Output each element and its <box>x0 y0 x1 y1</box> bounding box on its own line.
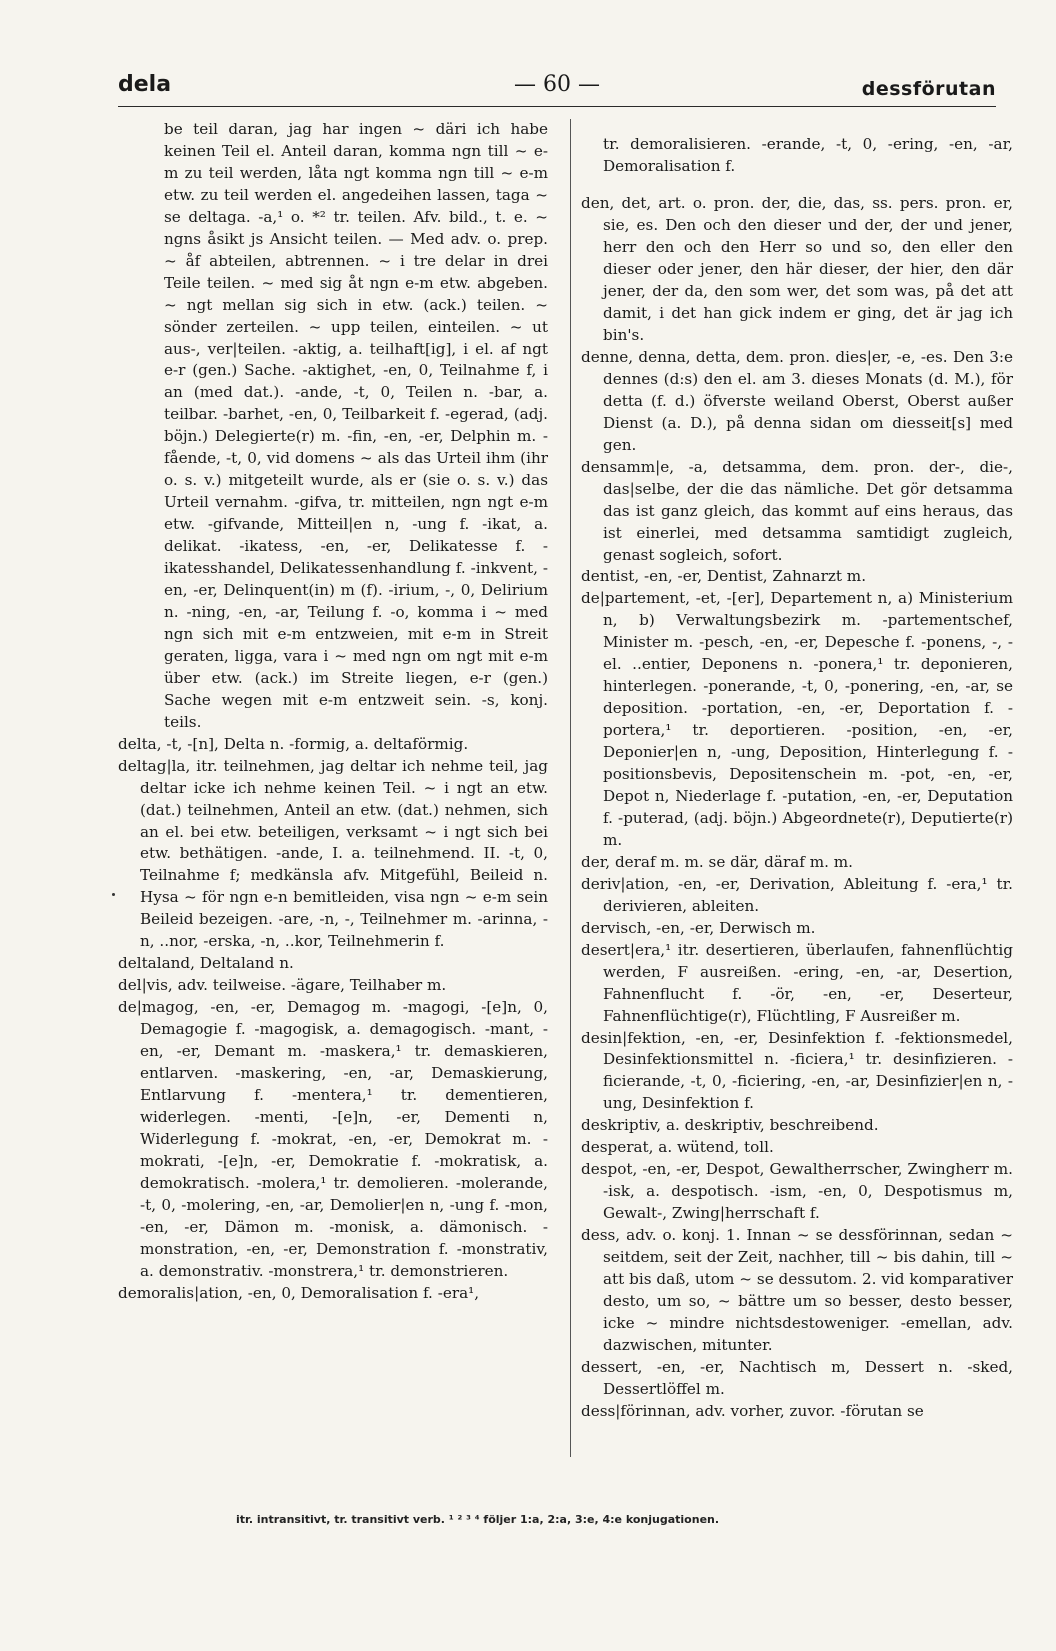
header-right-guide-word: dessförutan <box>861 78 996 100</box>
dictionary-entry: dessert, -en, -er, Nachtisch m, Dessert n. -sked, Dessertlöffel m. <box>581 1357 1013 1398</box>
dictionary-entry: desin|fektion, -en, -er, Desinfektion f. -fektionsmedel, Desinfektionsmittel n. -ficiera,¹ tr. desinfizieren. -ficierande, -t, 0, -ficiering, -en, -ar, Desinfizier|en n, -ung, Desinfektion f. <box>581 1028 1013 1113</box>
dictionary-entry: delta, -t, -[n], Delta n. -formig, a. deltaförmig. <box>118 734 469 753</box>
left-column <box>118 119 548 1304</box>
dictionary-entry: desperat, a. wütend, toll. <box>581 1138 774 1157</box>
dictionary-entry: desert|era,¹ itr. desertieren, überlaufen, fahnenflüchtig werden, F ausreißen. -ering, -en, -ar, Desertion, Fahnenflucht f. -ör, -en, -er, Deserteur, Fahnenflüchtige(r), Flüchtling, F Ausreißer m. <box>581 940 1013 1025</box>
dictionary-entry-continued: tr. demoralisieren. -erande, -t, 0, -ering, -en, -ar, Demoralisation f. <box>603 135 1013 176</box>
dictionary-entry: denne, denna, detta, dem. pron. dies|er, -e, -es. Den 3:e dennes (d:s) den el. am 3. dieses Monats (d. M.), för detta (f. d.) öfverste weiland Oberst, Oberst außer Dienst (a. D.), på denna sidan om diesseit[s] med gen. <box>581 347 1013 454</box>
dictionary-entry: dervisch, -en, -er, Derwisch m. <box>581 918 816 937</box>
dictionary-entry: despot, -en, -er, Despot, Gewaltherrscher, Zwingherr m. -isk, a. despotisch. -ism, -en, 0, Despotismus m, Gewalt-, Zwing|herrschaft f. <box>581 1160 1013 1223</box>
header-left-guide-word: dela <box>118 72 172 97</box>
dictionary-entry: deskriptiv, a. deskriptiv, beschreibend. <box>581 1116 879 1135</box>
dictionary-entry: dentist, -en, -er, Dentist, Zahnarzt m. <box>581 567 867 586</box>
dictionary-entry: deriv|ation, -en, -er, Derivation, Ableitung f. -era,¹ tr. derivieren, ableiten. <box>581 874 1013 915</box>
page-number: — 60 — <box>514 72 600 97</box>
dictionary-entry: de|partement, -et, -[er], Departement n, a) Ministerium n, b) Verwaltungsbezirk m. -partementschef, Minister m. -pesch, -en, -er, Depesche f. -ponens, -, - el. ..entier, Deponens n. -ponera,¹ tr. deponieren, hinterlegen. -ponerande, -t, 0, -ponering, -en, -ar, se deposition. -portation, -en, -er, Deportation f. -portera,¹ tr. deportieren. -position, -en, -er, Deponier|en n, -ung, Deposition, Hinterlegung f. -positionsbevis, Depositenschein m. -pot, -en, -er, Depot n, Niederlage f. -putation, -en, -er, Deputation f. -puterad, (adj. böjn.) Abgeordnete(r), Deputierte(r) m. <box>581 589 1013 849</box>
print-speck <box>112 893 115 896</box>
dictionary-entry: demoralis|ation, -en, 0, Demoralisation f. -era¹, <box>118 1283 480 1302</box>
dictionary-entry: deltaland, Deltaland n. <box>118 954 294 973</box>
dictionary-entry: dess, adv. o. konj. 1. Innan ~ se dessförinnan, sedan ~ seitdem, seit der Zeit, nachher, till ~ bis dahin, till ~ att bis daß, utom ~ se dessutom. 2. vid komparativer desto, um so, ~ bättre um so besser, desto besser, icke ~ mindre nichtsdestoweniger. -emellan, adv. dazwischen, mitunter. <box>581 1226 1013 1354</box>
dictionary-entry: be teil daran, jag har ingen ~ däri ich habe keinen Teil el. Anteil daran, komma ngn till ~ e-m zu teil werden, låta ngt komma ngn till ~ e-m etw. zu teil werden el. angedeihen lassen, taga ~ se deltaga. -a,¹ o. *² tr. teilen. Afv. bild., t. e. ~ ngns åsikt js Ansicht teilen. — Med adv. o. prep. ~ åf abteilen, abtrennen. ~ i tre delar in drei Teile teilen. ~ med sig åt ngn e-m etw. abgeben. ~ ngt mellan sig sich in etw. (ack.) teilen. ~ sönder zerteilen. ~ upp teilen, einteilen. ~ ut aus-, ver|teilen. -aktig, a. teilhaft[ig], i el. af ngt e-r (gen.) Sache. -aktighet, -en, 0, Teilnahme f, i an (med dat.). -ande, -t, 0, Teilen n. -bar, a. teilbar. -barhet, -en, 0, Teilbarkeit f. -egerad, (adj. böjn.) Delegierte(r) m. -fin, -en, -er, Delphin m. -fående, -t, 0, vid domens ~ als das Urteil ihm (ihr o. s. v.) mitgeteilt wurde, als er (sie o. s. v.) das Urteil vernahm. -gifva, tr. mitteilen, ngn ngt e-m etw. -gifvande, Mitteil|en n, -ung f. -ikat, a. delikat. -ikatess, -en, -er, Delikatesse f. -ikatesshandel, Delikatessenhandlung f. -inkvent, -en, -er, Delinquent(in) m (f). -irium, -, 0, Delirium n. -ning, -en, -ar, Teilung f. -o, komma i ~ med ngn sich mit e-m entzweien, mit e-m in Streit geraten, ligga, vara i ~ med ngn om ngt mit e-m über etw. (ack.) im Streite liegen, e-r (gen.) Sache wegen mit e-m entzweit sein. -s, konj. teils. <box>164 120 548 731</box>
dictionary-entry: dess|förinnan, adv. vorher, zuvor. -förutan se <box>581 1401 924 1420</box>
dictionary-entry: del|vis, adv. teilweise. -ägare, Teilhaber m. <box>118 976 447 995</box>
page-header <box>118 72 996 108</box>
dictionary-entry: densamm|e, -a, detsamma, dem. pron. der-, die-, das|selbe, der die das nämliche. Det gör detsamma das ist ganz gleich, das kommt auf eins heraus, das ist einerlei, med detsamma samtidigt zugleich, genast sogleich, sofort. <box>581 457 1013 564</box>
page-footer-legend: itr. intransitivt, tr. transitivt verb. ¹ ² ³ ⁴ följer 1:a, 2:a, 3:e, 4:e konjugationen. <box>236 1513 720 1526</box>
right-column <box>570 119 1013 1457</box>
dictionary-entry: deltag|la, itr. teilnehmen, jag deltar ich nehme teil, jag deltar icke ich nehme keinen Teil. ~ i ngt an etw. (dat.) teilnehmen, Anteil an etw. (dat.) nehmen, sich an el. bei etw. beteiligen, verksamt ~ i ngt sich bei etw. bethätigen. -ande, I. a. teilnehmend. II. -t, 0, Teilnahme f; medkänsla afv. Mitgefühl, Beileid n. Hysa ~ för ngn e-n bemitleiden, visa ngn ~ e-m sein Beileid bezeigen. -are, -n, -, Teilnehmer m. -arinna, -n, ..nor, -erska, -n, ..kor, Teilnehmerin f. <box>118 756 548 951</box>
dictionary-entry: de|magog, -en, -er, Demagog m. -magogi, -[e]n, 0, Demagogie f. -magogisk, a. demagogisch. -mant, -en, -er, Demant m. -maskera,¹ tr. demaskieren, entlarven. -maskering, -en, -ar, Demaskierung, Entlarvung f. -mentera,¹ tr. dementieren, widerlegen. -menti, -[e]n, -er, Dementi n, Widerlegung f. -mokrat, -en, -er, Demokrat m. -mokrati, -[e]n, -er, Demokratie f. -mokratisk, a. demokratisch. -molera,¹ tr. demolieren. -molerande, -t, 0, -molering, -en, -ar, Demolier|en n, -ung f. -mon, -en, -er, Dämon m. -monisk, a. dämonisch. -monstration, -en, -er, Demonstration f. -monstrativ, a. demonstrativ. -monstrera,¹ tr. demonstrieren. <box>118 998 548 1280</box>
header-rule <box>118 106 996 107</box>
dictionary-entry: den, det, art. o. pron. der, die, das, ss. pers. pron. er, sie, es. Den och den dieser und der, der und jener, herr den och den Herr so und so, den eller den dieser oder jener, den här dieser, der hier, den där jener, der da, den som wer, det som was, på det att damit, i det han gick indem er ging, det är jag ich bin's. <box>581 194 1013 344</box>
dictionary-entry: der, deraf m. m. se där, däraf m. m. <box>581 852 854 871</box>
